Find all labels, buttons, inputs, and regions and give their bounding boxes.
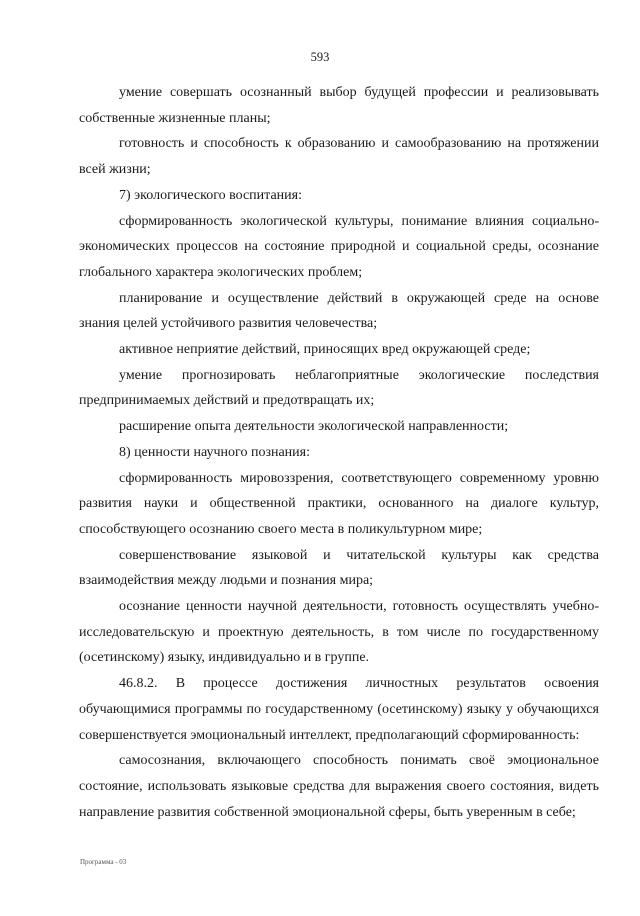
document-body (79, 80, 599, 825)
paragraph: активное неприятие действий, приносящих вред окружающей среде; (119, 342, 531, 358)
paragraph: 46.8.2. В процессе достижения личностных результатов освоения обучающимися программы по государственному (осетинскому) языку у обучающихся совершенствуется эмоциональный интеллект, предполагающий сформированность: (79, 676, 599, 743)
paragraph: самосознания, включающего способность понимать своё эмоциональное состояние, использовать языковые средства для выражения своего состояния, видеть направление развития собственной эмоциональной сферы, быть уверенным в себе; (79, 753, 599, 820)
section-heading-8: 8) ценности научного познания: (119, 444, 310, 460)
paragraph: готовность и способность к образованию и самообразованию на протяжении всей жизни; (79, 136, 599, 178)
paragraph: сформированность мировоззрения, соответствующего современному уровню развития науки и общественной практики, основанного на диалоге культур, способствующего осознанию своего места в поликультурном мире; (79, 470, 599, 537)
paragraph: осознание ценности научной деятельности, готовность осуществлять учебно-исследовательскую и проектную деятельность, в том числе по государственному (осетинскому) языку, индивидуально и в группе. (79, 599, 599, 666)
paragraph: расширение опыта деятельности экологической направленности; (119, 419, 509, 435)
paragraph: совершенствование языковой и читательской культуры как средства взаимодействия между людьми и познания мира; (79, 547, 599, 589)
paragraph: умение прогнозировать неблагоприятные экологические последствия предпринимаемых действий и предотвращать их; (79, 367, 599, 409)
paragraph: умение совершать осознанный выбор будущей профессии и реализовывать собственные жизненные планы; (79, 85, 599, 126)
footer-label: Программа - 03 (80, 858, 127, 866)
paragraph: сформированность экологической культуры, понимание влияния социально-экономических процессов на состояние природной и социальной среды, осознание глобального характера экологических проблем; (79, 213, 599, 280)
section-heading-7: 7) экологического воспитания: (119, 187, 302, 203)
page-number: 593 (310, 50, 330, 64)
paragraph: планирование и осуществление действий в окружающей среде на основе знания целей устойчивого развития человечества; (79, 290, 599, 332)
